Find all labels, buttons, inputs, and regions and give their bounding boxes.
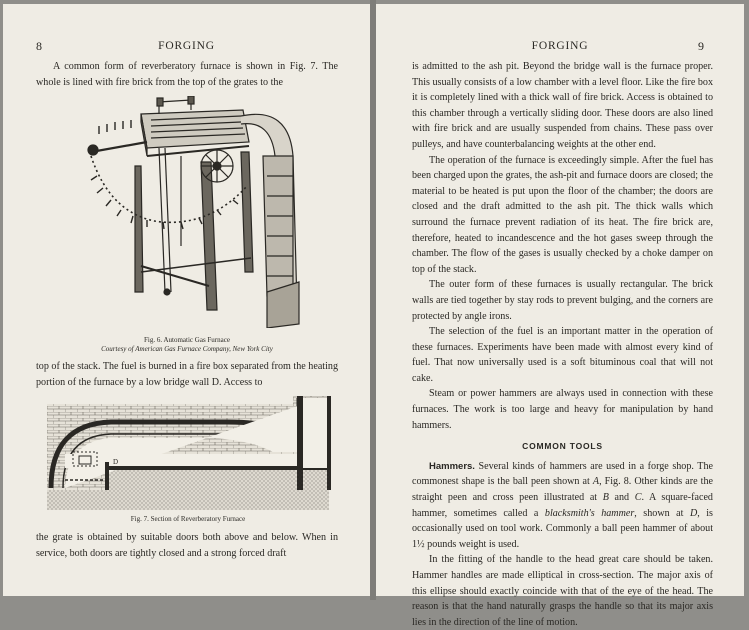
left-page	[3, 4, 370, 596]
paragraph-bottom: the grate is obtained by suitable doors both above and below. When in service, both doors are tightly closed and a strong forced draft	[36, 532, 338, 559]
figure-6-caption: Fig. 6. Automatic Gas Furnace	[144, 336, 230, 344]
figure-6-credit: Courtesy of American Gas Furnace Company, New York City	[101, 345, 273, 353]
paragraph: The operation of the furnace is exceedingly simple. After the fuel has been charged upon the grates, the ash-pit and furnace doors are closed; the material to be heated is put upon the floor of the chamber; the doors are closed and the draft admitted to the ash pit. The thick walls which surround the furnace prevent radiation of its heat. The fire brick are, therefore, heated to incandescence and the hot gases sweep through the chamber. The flow of the gases is usually checked by a choke damper on top of the stack.	[412, 154, 713, 275]
paragraph: is admitted to the ash pit. Beyond the bridge wall is the furnace proper. This usually consists of a low chamber with a level floor. Like the fire box it is completely lined with a thick wall of fire brick. Access is obtained to this chamber through a vertically sliding door. These doors are also lined with fire brick and are usually suspended from chains. These pass over pulleys, and have counterbalancing weights at the other end.	[412, 61, 713, 150]
right-page	[376, 4, 744, 628]
page-number: 9	[698, 39, 704, 53]
label-d: D	[113, 458, 119, 466]
section-heading: COMMON TOOLS	[522, 441, 603, 452]
figure-7-caption: Fig. 7. Section of Reverberatory Furnace	[130, 515, 246, 523]
paragraph: Steam or power hammers are always used in connection with these furnaces. The work is too large and heavy for manipulation by hand hammers.	[412, 388, 713, 431]
reverberatory-furnace-section	[41, 394, 335, 512]
page-number: 8	[36, 39, 42, 53]
paragraph: The outer form of these furnaces is usually rectangular. The brick walls are tied together by stay rods to prevent bulging, and the corners are protected by angle irons.	[412, 279, 713, 322]
paragraph-intro: A common form of reverberatory furnace is shown in Fig. 7. The whole is lined with fire brick from the top of the grates to the	[36, 61, 338, 88]
paragraph: The selection of the fuel is an important matter in the operation of these furnaces. Experiments have been made with almost every kind of fuel. That now universally used is a soft bituminous coal that will not cake.	[412, 326, 713, 384]
paragraph: In the fitting of the handle to the head great care should be taken. Hammer handles are made elliptical in cross-section. The major axis of this ellipse should exactly coincide with that of the eye of the head. The reason is that the hand naturally grasps the handle so that its major axis lies in the direction of the line of motion.	[412, 554, 713, 628]
gas-furnace-illustration	[71, 96, 303, 328]
figure-6	[71, 96, 303, 358]
right-body-text	[412, 59, 713, 630]
running-head: FORGING	[531, 40, 589, 52]
figure-7	[41, 394, 335, 529]
paragraph-hammers: Hammers. Several kinds of hammers are used in a forge shop. The commonest shape is the ball peen shown at A, Fig. 8. Other kinds are the straight peen and cross peen illustrated at B and C. A square-faced hammer, sometimes called a blacksmith's hammer, shown at D, is occasionally used on tool work. Commonly a ball peen hammer of about 1½ pounds weight is used.	[412, 460, 714, 550]
run-in-heading: Hammers.	[429, 460, 475, 472]
running-head: FORGING	[158, 40, 215, 52]
paragraph-mid: top of the stack. The fuel is burned in a fire box separated from the heating portion of the furnace by a low bridge wall D. Access to	[36, 361, 338, 388]
